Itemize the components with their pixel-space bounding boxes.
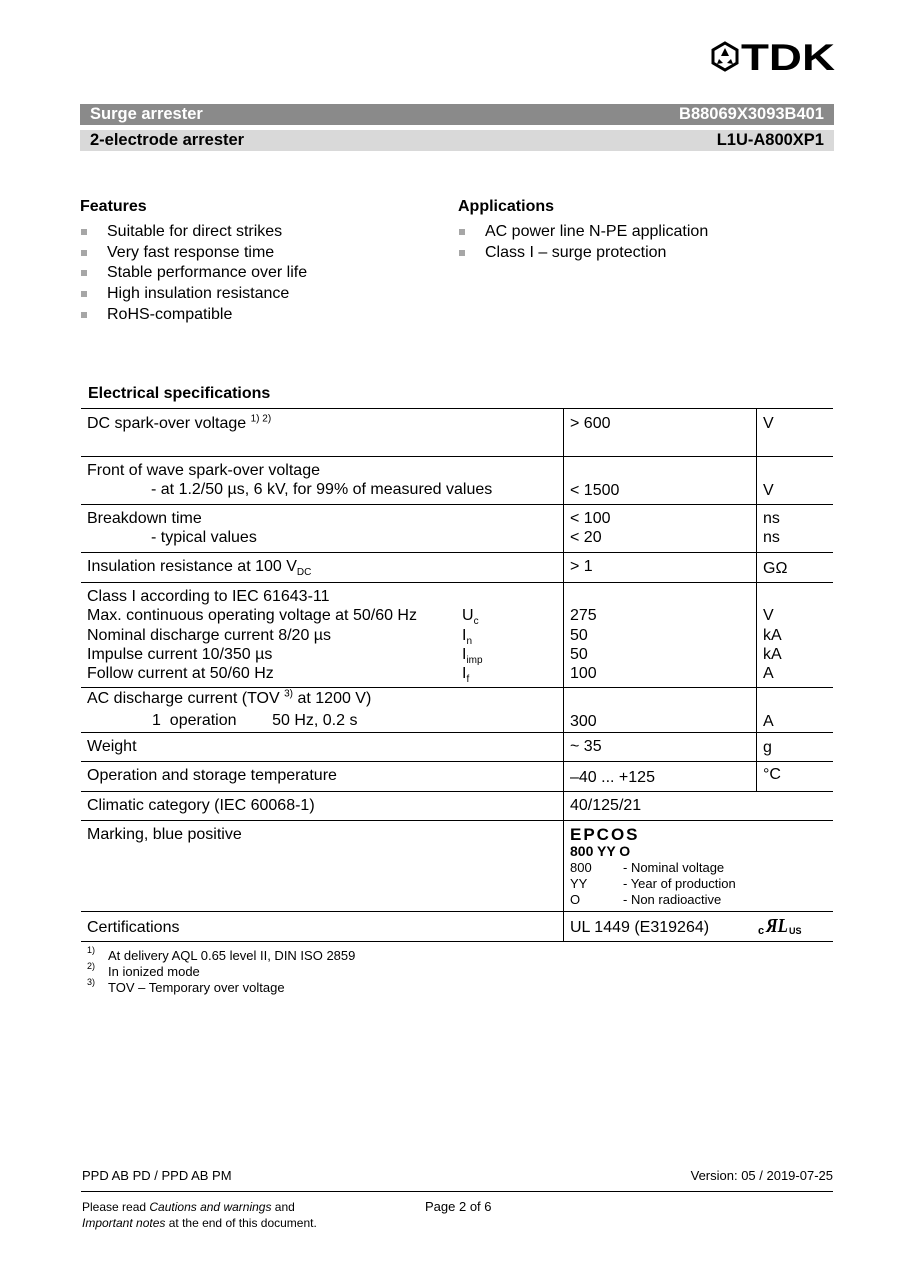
list-item: AC power line N-PE application — [458, 222, 708, 243]
bullet-icon — [459, 229, 465, 235]
table-row: Marking, blue positive EPCOS 800 YY O 800 - Nominal voltage YY - Year of production O - Non radioactive — [81, 821, 833, 912]
bullet-icon — [81, 312, 87, 318]
applications-list — [458, 222, 708, 263]
document-subtitle: 2-electrode arrester — [90, 131, 245, 149]
table-row: Class I according to IEC 61643-11 Max. continuous operating voltage at 50/60 Hz $U_c$ Nominal discharge current 8/20 µs $I_n$ Impulse current 10/350 µs $I_{imp}$ Follow current at 50/60 Hz $I_f$ 275 50 50 100 V kA kA A — [81, 583, 833, 688]
spec-table — [81, 408, 833, 942]
table-row: Insulation resistance at 100 $V_{DC}$ > 1 GΩ — [81, 553, 833, 583]
footer-version: Version: 05 / 2019-07-25 — [690, 1168, 833, 1183]
footer-department: PPD AB PD / PPD AB PM — [82, 1168, 232, 1183]
ul-mark-icon — [758, 915, 810, 942]
type-code: L1U-A800XP1 — [716, 131, 824, 149]
tdk-logo — [710, 40, 836, 72]
features-title: Features — [80, 198, 147, 215]
bullet-icon — [81, 291, 87, 297]
tdk-logo-text: TDK — [741, 40, 836, 72]
applications-title: Applications — [458, 198, 555, 215]
svg-text:c: c — [758, 925, 765, 937]
bullet-icon — [81, 229, 87, 235]
table-row: Operation and storage temperature –40 ... +125 °C — [81, 762, 833, 792]
table-row: DC spark-over voltage $^{1) 2)}$ > 600 V — [81, 409, 833, 457]
table-row: Climatic category (IEC 60068-1) 40/125/21 — [81, 792, 833, 821]
document-title: Surge arrester — [90, 105, 203, 123]
list-item: Stable performance over life — [80, 263, 307, 284]
epcos-logo: EPCOS — [570, 825, 640, 844]
table-row: AC discharge current (TOV $^{3)}$ at 1200 V) 1 operation 50 Hz, 0.2 s 300 A — [81, 688, 833, 733]
table-row: Front of wave spark-over voltage - at 1.2/50 µs, 6 kV, for 99% of measured values < 1500 V — [81, 457, 833, 505]
footer-note: Please read Cautions and warnings and Important notes at the end of this document. — [82, 1200, 317, 1230]
list-item: High insulation resistance — [80, 284, 307, 305]
page-number: Page 2 of 6 — [425, 1199, 492, 1214]
table-row: Weight ~ 35 g — [81, 733, 833, 762]
list-item: Very fast response time — [80, 243, 307, 264]
svg-text:ЯL: ЯL — [765, 915, 788, 937]
table-row: Certifications UL 1449 (E319264) c ЯL US — [81, 912, 833, 942]
list-item: Suitable for direct strikes — [80, 222, 307, 243]
list-item: RoHS-compatible — [80, 305, 307, 326]
header-bar-title — [80, 104, 834, 125]
header-bar-subtitle — [80, 130, 834, 151]
spec-title: Electrical specifications — [88, 385, 271, 402]
footer-divider — [81, 1191, 833, 1192]
part-number: B88069X3093B401 — [679, 105, 824, 123]
svg-text:US: US — [789, 926, 802, 936]
bullet-icon — [81, 270, 87, 276]
list-item: Class I – surge protection — [458, 243, 708, 264]
bullet-icon — [81, 250, 87, 256]
features-list — [80, 222, 307, 325]
bullet-icon — [459, 250, 465, 256]
table-row: Breakdown time - typical values < 100 < 20 ns ns — [81, 505, 833, 553]
tdk-logo-icon — [710, 40, 836, 72]
